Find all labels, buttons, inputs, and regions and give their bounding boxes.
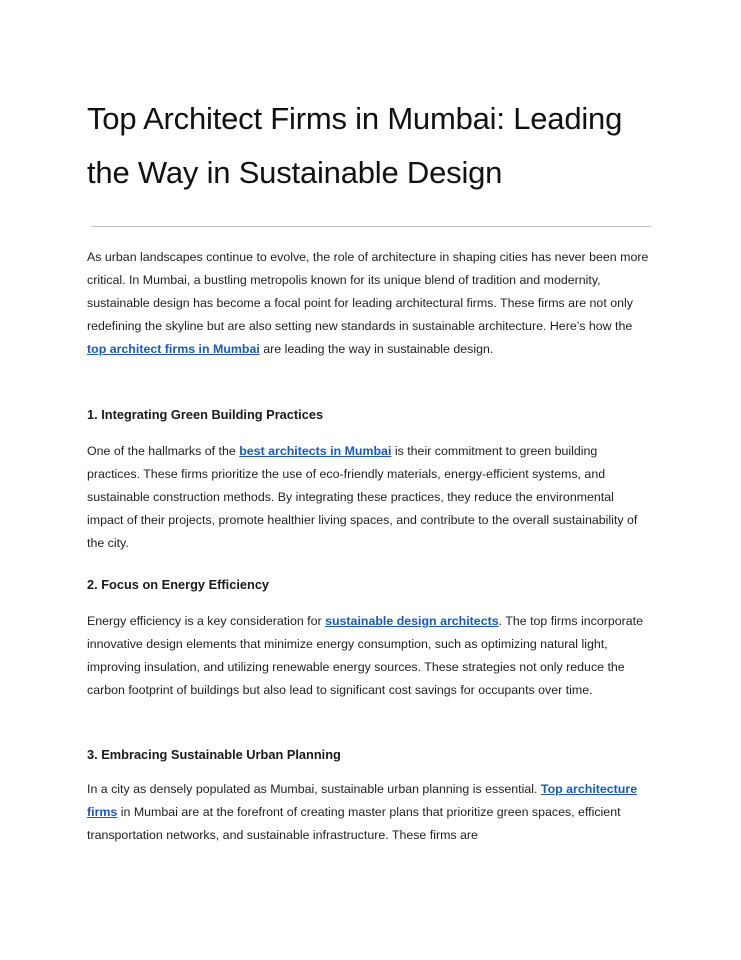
- section-paragraph-green-building: [87, 440, 649, 555]
- intro-paragraph: [87, 246, 649, 361]
- section-text-before: In a city as densely populated as Mumbai, sustainable urban planning is essential.: [87, 782, 541, 796]
- intro-text-before: As urban landscapes continue to evolve, the role of architecture in shaping cities has never been more critical. In Mumbai, a bustling metropolis known for its unique blend of tradition and modernity, sustainable design has become a focal point for leading architectural firms. These firms are not only redefining the skyline but are also setting new standards in sustainable architecture. Here’s how the: [87, 250, 649, 334]
- section-text-before: Energy efficiency is a key consideration for: [87, 614, 326, 628]
- section-text-after: is their commitment to green building practices. These firms prioritize the use of eco-friendly materials, energy-efficient systems, and sustainable construction methods. By integrating these practices, they reduce the environmental impact of their projects, promote healthier living spaces, and contribute to the overall sustainability of the city.: [87, 444, 638, 551]
- section-paragraph-energy-efficiency: [87, 610, 649, 702]
- top-architecture-firms-link[interactable]: Top architecture firms: [87, 782, 638, 820]
- page-title: Top Architect Firms in Mumbai: Leading the Way in Sustainable Design: [87, 101, 623, 190]
- sustainable-design-architects-link[interactable]: sustainable design architects: [325, 614, 499, 628]
- section-text-after: in Mumbai are at the forefront of creating master plans that prioritize green spaces, efficient transportation networks, and sustainable infrastructure. These firms are: [87, 805, 621, 843]
- best-architects-link[interactable]: best architects in Mumbai: [239, 444, 392, 458]
- intro-text-after: are leading the way in sustainable design.: [259, 342, 494, 357]
- section-text-after: . The top firms incorporate innovative design elements that minimize energy consumption, such as optimizing natural light, improving insulation, and utilizing renewable energy sources. These strategies not only reduce the carbon footprint of buildings but also lead to significant cost savings for occupants over time.: [87, 614, 644, 698]
- top-architect-firms-link[interactable]: top architect firms in Mumbai: [87, 342, 260, 357]
- section-text-before: One of the hallmarks of the: [87, 444, 240, 458]
- section-heading-energy-efficiency: 2. Focus on Energy Efficiency: [87, 577, 270, 592]
- section-heading-urban-planning: 3. Embracing Sustainable Urban Planning: [87, 747, 341, 762]
- title-divider: [91, 226, 651, 227]
- section-paragraph-urban-planning: [87, 778, 649, 847]
- section-heading-green-building: 1. Integrating Green Building Practices: [87, 407, 324, 422]
